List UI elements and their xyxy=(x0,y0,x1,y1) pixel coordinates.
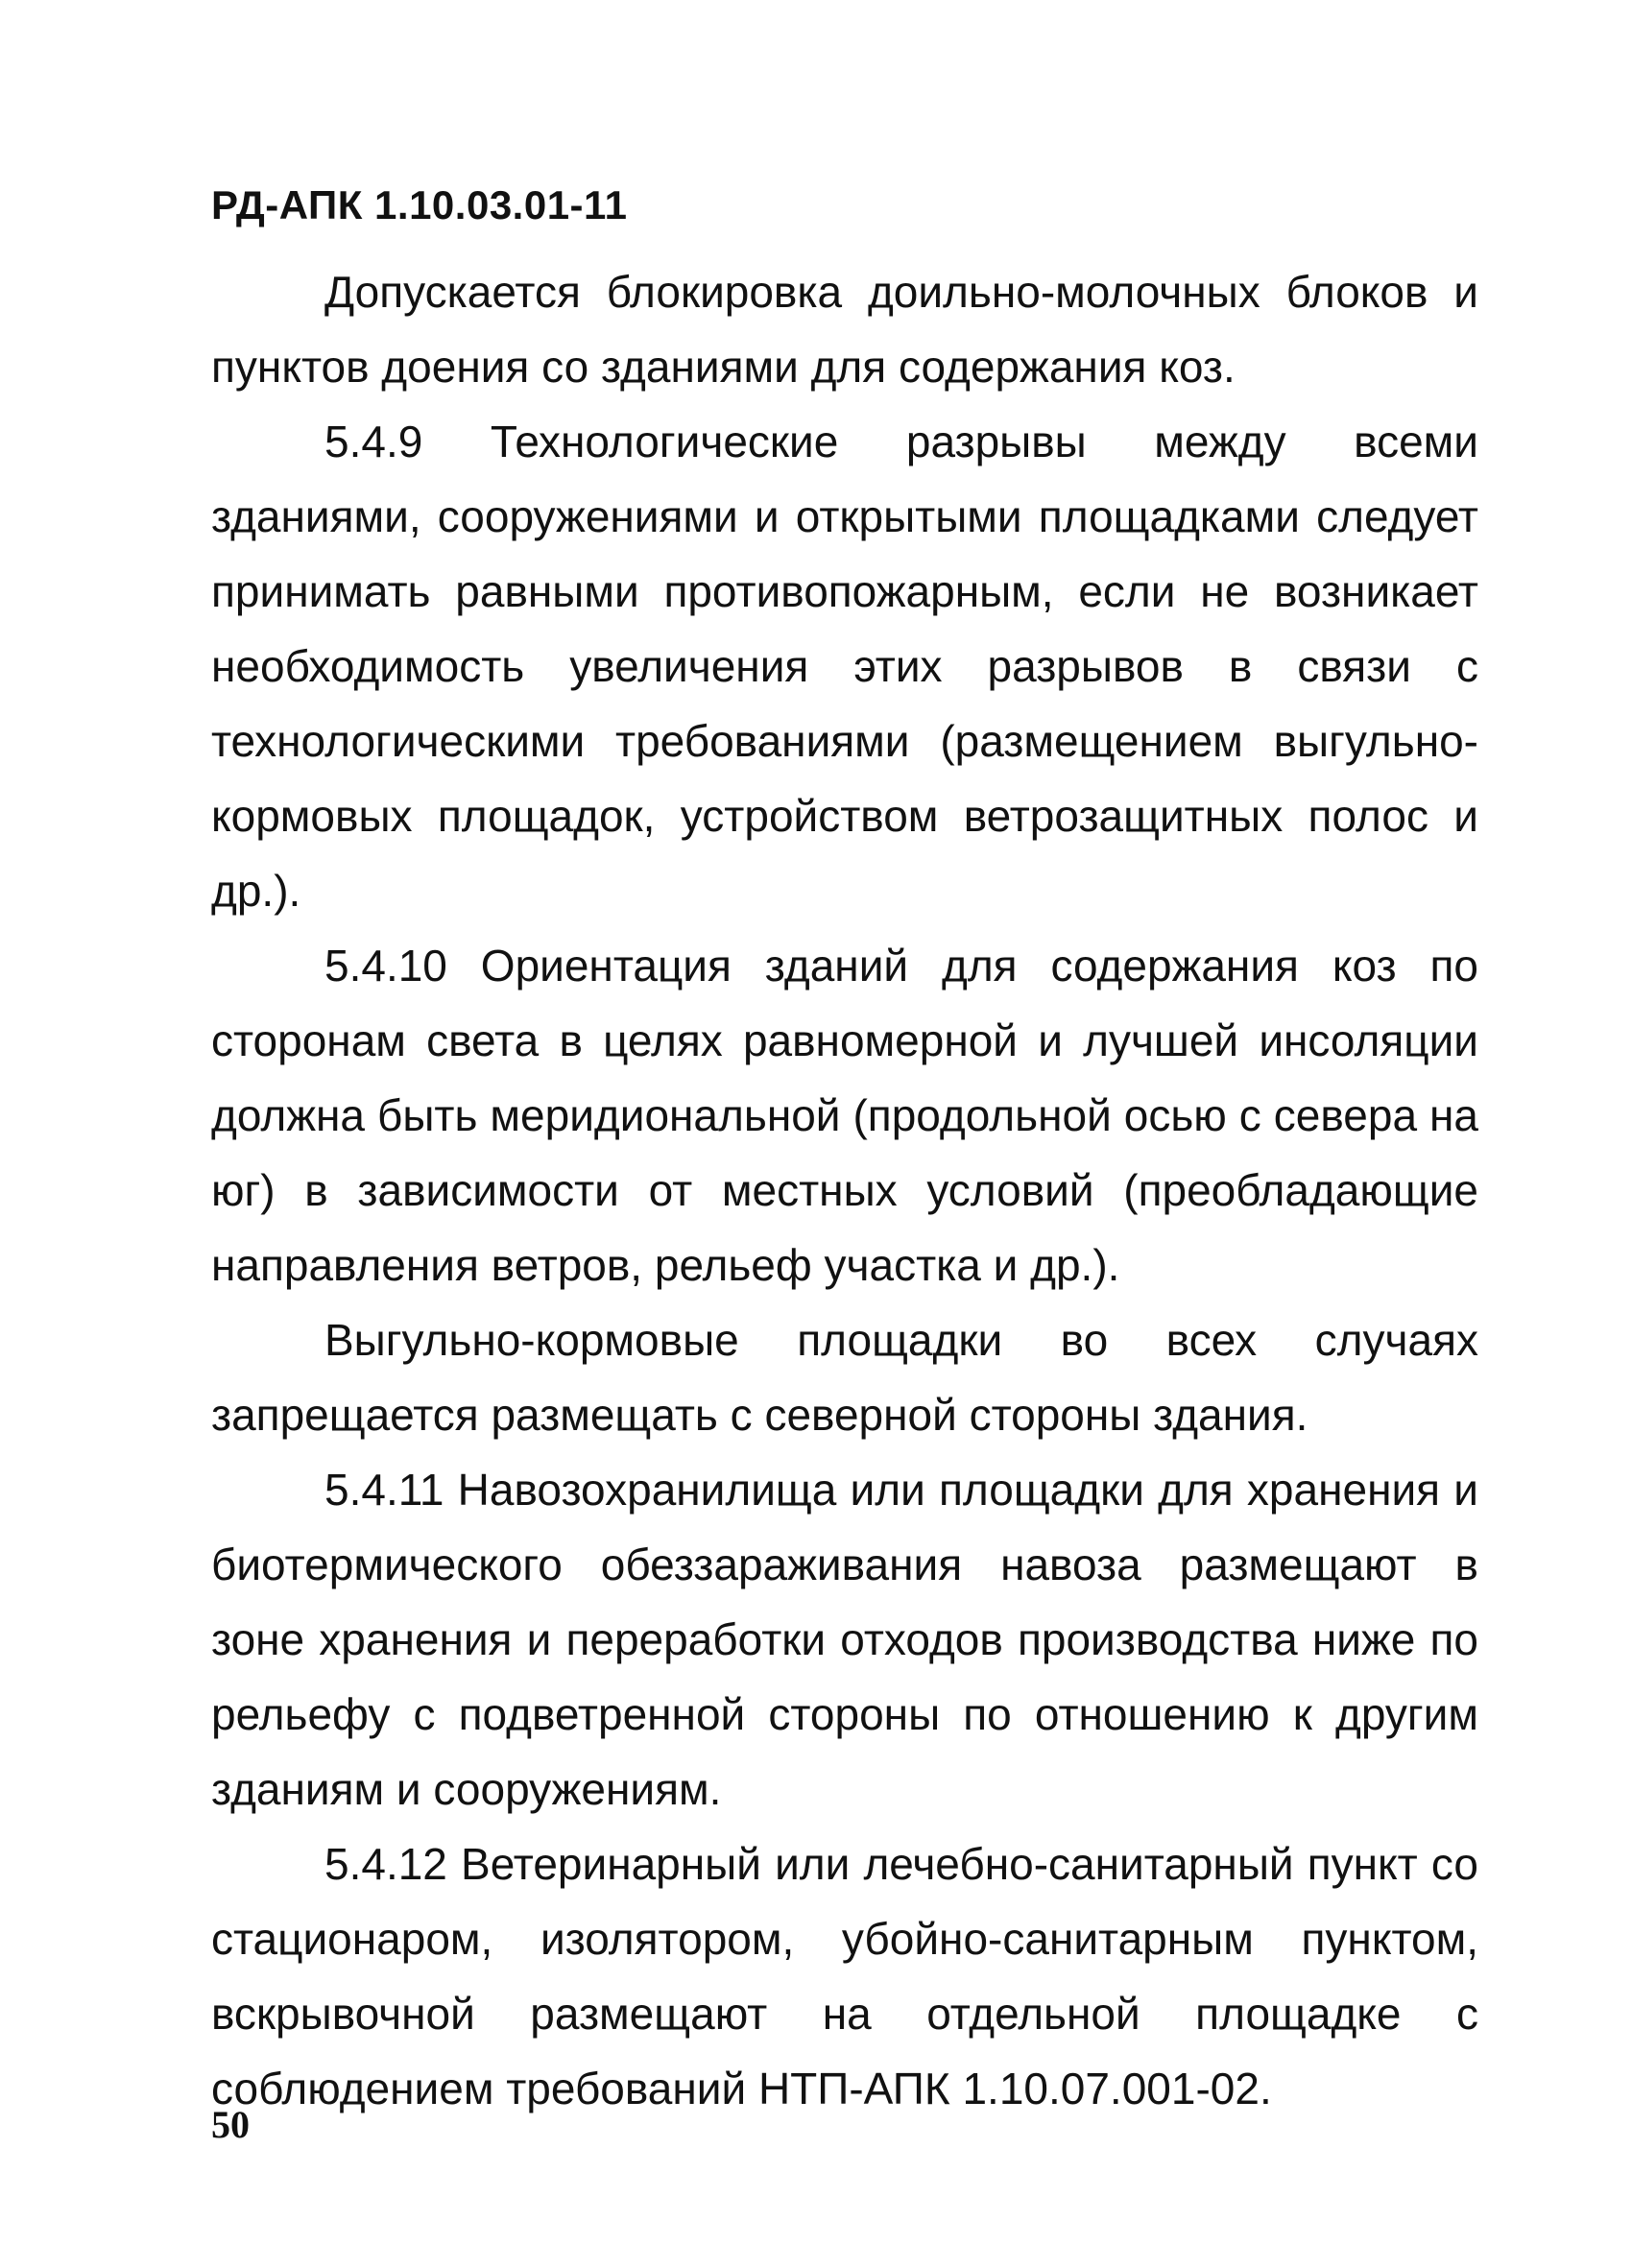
paragraph-5-4-9: 5.4.9 Технологические разрывы между всеми зданиями, сооружениями и открытыми площадками следует принимать равными противопожарным, если не возникает необходимость увеличения этих разрывов в связи с технологическими требованиями (размещением выгульно-кормовых площадок, устройством ветрозащитных полос и др.). xyxy=(211,417,1478,916)
paragraph-5-4-12: 5.4.12 Ветеринарный или лечебно-санитарный пункт со стационаром, изолятором, убойно-санитарным пунктом, вскрывочной размещают на отдельной площадке с соблюдением требований НТП-АПК 1.10.07.001-02. xyxy=(211,1839,1478,2113)
paragraph-5-4-10: 5.4.10 Ориентация зданий для содержания коз по сторонам света в целях равномерной и лучшей инсоляции должна быть меридиональной (продольной осью с севера на юг) в зависимости от местных условий (преобладающие направления ветров, рельеф участка и др.). xyxy=(211,941,1478,1290)
page-number: 50 xyxy=(211,2103,250,2146)
paragraph-5-4-11: 5.4.11 Навозохранилища или площадки для хранения и биотермического обеззараживания навоза размещают в зоне хранения и переработки отходов производства ниже по рельефу с подветренной стороны по отношению к другим зданиям и сооружениям. xyxy=(211,1465,1478,1814)
document-body xyxy=(211,254,1478,2126)
document-code-header: РД-АПК 1.10.03.01-11 xyxy=(211,182,628,227)
paragraph-feeding-areas: Выгульно-кормовые площадки во всех случаях запрещается размещать с северной стороны здания. xyxy=(211,1315,1478,1440)
paragraph-blocking: Допускается блокировка доильно-молочных блоков и пунктов доения со зданиями для содержания коз. xyxy=(211,267,1478,392)
